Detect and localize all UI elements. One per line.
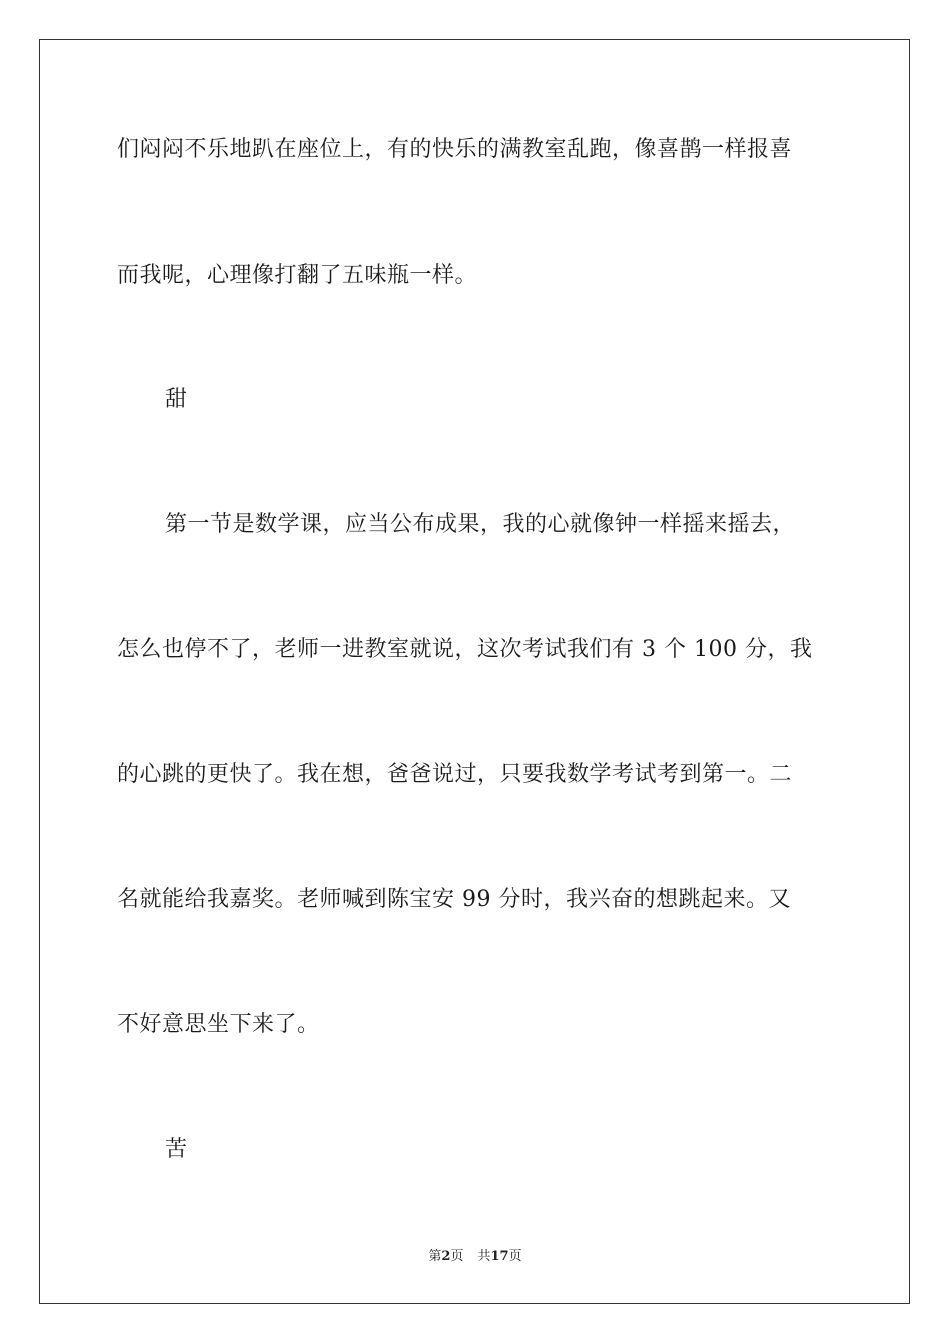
paragraph-line: 名就能给我嘉奖。老师喊到陈宝安 99 分时，我兴奋的想跳起来。又 bbox=[117, 887, 791, 912]
paragraph-line: 的心跳的更快了。我在想，爸爸说过，只要我数学考试考到第一。二 bbox=[117, 762, 793, 787]
total-pages: 17 bbox=[490, 1249, 509, 1264]
section-heading-sweet: 甜 bbox=[165, 387, 188, 412]
paragraph-line: 们闷闷不乐地趴在座位上，有的快乐的满教室乱跑，像喜鹊一样报喜 bbox=[117, 137, 793, 162]
page-prefix: 第 bbox=[428, 1249, 442, 1264]
page-suffix: 页 bbox=[450, 1249, 464, 1264]
paragraph-line: 不好意思坐下来了。 bbox=[117, 1012, 320, 1037]
paragraph-line: 而我呢，心理像打翻了五味瓶一样。 bbox=[117, 263, 478, 288]
page-number: 2 bbox=[441, 1249, 451, 1264]
section-heading-bitter: 苦 bbox=[165, 1137, 188, 1162]
total-suffix: 页 bbox=[508, 1249, 522, 1264]
paragraph-line: 怎么也停不了，老师一进教室就说，这次考试我们有 3 个 100 分，我 bbox=[117, 637, 813, 662]
paragraph-line: 第一节是数学课，应当公布成果，我的心就像钟一样摇来摇去， bbox=[165, 512, 796, 537]
page-border bbox=[39, 39, 910, 1304]
page-footer bbox=[0, 1248, 950, 1266]
total-prefix: 共 bbox=[477, 1249, 491, 1264]
